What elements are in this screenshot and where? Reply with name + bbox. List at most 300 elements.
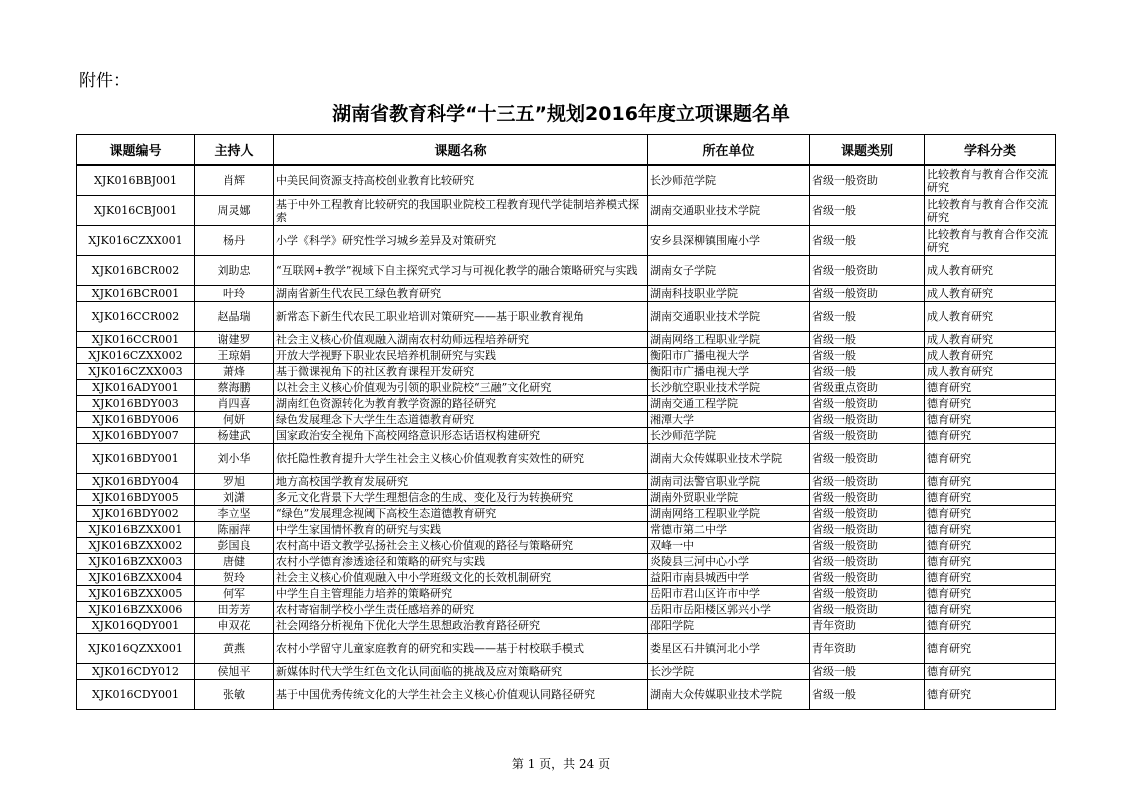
unit-cell <box>648 428 810 444</box>
project-code-cell-text: XJK016BZXX006 <box>88 603 183 616</box>
project-code-cell-text: XJK016CDY001 <box>92 688 179 701</box>
project-name-cell <box>274 412 648 428</box>
host-cell <box>195 226 274 256</box>
subject-cell <box>925 364 1056 380</box>
host-cell-text: 何军 <box>223 587 245 600</box>
project-code-cell <box>77 444 195 474</box>
project-name-cell-text: 社会网络分析视角下优化大学生思想政治教育路径研究 <box>276 619 540 632</box>
unit-cell-text: 炎陵县三河中心小学 <box>650 555 749 568</box>
unit-cell <box>648 444 810 474</box>
subject-cell-text: 德育研究 <box>927 523 971 536</box>
subject-cell <box>925 490 1056 506</box>
project-name-cell-text: 绿色发展理念下大学生生态道德教育研究 <box>276 413 474 426</box>
project-code-cell-text: XJK016BBJ001 <box>93 174 178 187</box>
project-name-cell <box>274 602 648 618</box>
project-name-cell-text: 小学《科学》研究性学习城乡差异及对策研究 <box>276 234 496 247</box>
project-name-cell <box>274 554 648 570</box>
project-code-cell <box>77 506 195 522</box>
project-code-cell <box>77 364 195 380</box>
table-row <box>77 664 1056 680</box>
project-name-cell-text: 中学生家国情怀教育的研究与实践 <box>276 523 441 536</box>
project-name-cell <box>274 618 648 634</box>
category-cell <box>810 412 925 428</box>
table-row <box>77 226 1056 256</box>
category-cell <box>810 602 925 618</box>
subject-cell-text: 德育研究 <box>927 381 971 394</box>
subject-cell-text: 德育研究 <box>927 491 971 504</box>
table-row <box>77 680 1056 710</box>
unit-cell-text: 湖南外贸职业学院 <box>650 491 738 504</box>
unit-cell <box>648 680 810 710</box>
category-cell <box>810 538 925 554</box>
category-cell <box>810 522 925 538</box>
category-cell <box>810 286 925 302</box>
subject-cell <box>925 348 1056 364</box>
project-code-cell <box>77 165 195 196</box>
host-cell <box>195 286 274 302</box>
category-cell-text: 省级一般 <box>812 688 856 701</box>
category-cell-text: 青年资助 <box>812 642 856 655</box>
unit-cell-text: 湖南大众传媒职业技术学院 <box>650 452 782 465</box>
project-name-cell-text: 农村小学留守儿童家庭教育的研究和实践——基于村校联手模式 <box>276 642 584 655</box>
project-name-cell <box>274 586 648 602</box>
subject-cell-text: 德育研究 <box>927 555 971 568</box>
category-cell-text: 青年资助 <box>812 619 856 632</box>
project-name-cell <box>274 506 648 522</box>
host-cell <box>195 165 274 196</box>
host-cell-text: 申双花 <box>217 619 251 632</box>
unit-cell <box>648 522 810 538</box>
unit-cell-text: 岳阳市君山区许市中学 <box>650 587 760 600</box>
category-cell <box>810 364 925 380</box>
host-cell-text: 肖四喜 <box>217 397 251 410</box>
project-code-cell-text: XJK016BDY004 <box>92 475 179 488</box>
table-row <box>77 396 1056 412</box>
table-row <box>77 490 1056 506</box>
project-name-cell-text: 农村小学德育渗透途径和策略的研究与实践 <box>276 555 485 568</box>
subject-cell-text: 德育研究 <box>927 429 971 442</box>
project-code-cell <box>77 428 195 444</box>
project-code-cell-text: XJK016BDY001 <box>92 452 179 465</box>
subject-cell <box>925 396 1056 412</box>
subject-cell <box>925 474 1056 490</box>
host-cell-text: 杨丹 <box>223 234 245 247</box>
project-code-cell <box>77 680 195 710</box>
table-row <box>77 522 1056 538</box>
category-cell <box>810 506 925 522</box>
project-code-cell <box>77 602 195 618</box>
project-name-cell-text: “互联网+教学”视域下自主探究式学习与可视化教学的融合策略研究与实践 <box>276 264 638 277</box>
category-cell <box>810 396 925 412</box>
subject-cell <box>925 634 1056 664</box>
category-cell <box>810 196 925 226</box>
subject-cell <box>925 586 1056 602</box>
unit-cell <box>648 332 810 348</box>
subject-cell-text: 德育研究 <box>927 452 971 465</box>
unit-cell-text: 衡阳市广播电视大学 <box>650 349 749 362</box>
project-name-cell <box>274 348 648 364</box>
subject-cell-text: 比较教育与教育合作交流研究 <box>927 197 1048 224</box>
project-name-cell <box>274 444 648 474</box>
page-footer: 第 1 页，共 24 页 <box>511 757 611 771</box>
project-name-cell-text: 社会主义核心价值观融入湖南农村幼师远程培养研究 <box>276 333 529 346</box>
category-cell-text: 省级一般资助 <box>812 429 878 442</box>
unit-cell-text: 邵阳学院 <box>650 619 694 632</box>
category-cell-text: 省级一般 <box>812 310 856 323</box>
unit-cell-text: 湖南交通职业技术学院 <box>650 310 760 323</box>
subject-cell <box>925 506 1056 522</box>
project-name-cell-text: 地方高校国学教育发展研究 <box>276 475 408 488</box>
subject-cell <box>925 380 1056 396</box>
table-row <box>77 506 1056 522</box>
header-name: 课题名称 <box>274 135 648 166</box>
category-cell-text: 省级一般资助 <box>812 174 878 187</box>
project-name-cell <box>274 428 648 444</box>
subject-cell-text: 成人教育研究 <box>927 310 993 323</box>
unit-cell <box>648 364 810 380</box>
host-cell-text: 蔡海鹏 <box>217 381 251 394</box>
host-cell <box>195 302 274 332</box>
table-row <box>77 348 1056 364</box>
subject-cell <box>925 680 1056 710</box>
project-code-cell <box>77 538 195 554</box>
header-subject: 学科分类 <box>925 135 1056 166</box>
category-cell-text: 省级一般资助 <box>812 587 878 600</box>
project-name-cell-text: 新媒体时代大学生红色文化认同面临的挑战及应对策略研究 <box>276 665 562 678</box>
project-name-cell <box>274 226 648 256</box>
project-code-cell <box>77 490 195 506</box>
host-cell-text: 杨建武 <box>217 429 251 442</box>
unit-cell <box>648 286 810 302</box>
unit-cell <box>648 664 810 680</box>
category-cell-text: 省级一般资助 <box>812 413 878 426</box>
project-code-cell <box>77 348 195 364</box>
project-name-cell-text: 以社会主义核心价值观为引领的职业院校“三融”文化研究 <box>276 381 552 394</box>
header-host: 主持人 <box>195 135 274 166</box>
table-body <box>77 165 1056 710</box>
host-cell <box>195 554 274 570</box>
project-code-cell-text: XJK016CBJ001 <box>93 204 178 217</box>
header-type: 课题类别 <box>810 135 925 166</box>
project-name-cell <box>274 364 648 380</box>
project-code-cell-text: XJK016QDY001 <box>91 619 180 632</box>
project-code-cell-text: XJK016CZXX001 <box>88 234 183 247</box>
project-code-cell <box>77 332 195 348</box>
project-name-cell-text: 新常态下新生代农民工职业培训对策研究——基于职业教育视角 <box>276 310 584 323</box>
unit-cell <box>648 538 810 554</box>
project-code-cell-text: XJK016CCR002 <box>91 310 180 323</box>
project-code-cell <box>77 196 195 226</box>
host-cell-text: 李立坚 <box>217 507 251 520</box>
unit-cell <box>648 256 810 286</box>
category-cell <box>810 428 925 444</box>
category-cell-text: 省级一般资助 <box>812 507 878 520</box>
unit-cell <box>648 586 810 602</box>
project-code-cell-text: XJK016BCR001 <box>91 287 180 300</box>
project-code-cell <box>77 634 195 664</box>
subject-cell <box>925 412 1056 428</box>
project-code-cell <box>77 412 195 428</box>
project-code-cell <box>77 302 195 332</box>
project-code-cell <box>77 554 195 570</box>
host-cell-text: 刘小华 <box>217 452 251 465</box>
category-cell <box>810 444 925 474</box>
host-cell-text: 肖辉 <box>223 174 245 187</box>
host-cell-text: 田芳芳 <box>217 603 251 616</box>
subject-cell <box>925 664 1056 680</box>
project-code-cell-text: XJK016BZXX001 <box>88 523 183 536</box>
subject-cell-text: 比较教育与教育合作交流研究 <box>927 167 1048 194</box>
unit-cell-text: 常德市第二中学 <box>650 523 727 536</box>
project-code-cell-text: XJK016BDY007 <box>92 429 179 442</box>
project-name-cell-text: 社会主义核心价值观融入中小学班级文化的长效机制研究 <box>276 571 551 584</box>
project-code-cell-text: XJK016BCR002 <box>91 264 180 277</box>
unit-cell <box>648 380 810 396</box>
project-code-cell <box>77 586 195 602</box>
subject-cell <box>925 226 1056 256</box>
unit-cell <box>648 412 810 428</box>
category-cell <box>810 664 925 680</box>
project-code-cell-text: XJK016BZXX005 <box>88 587 183 600</box>
unit-cell-text: 安乡县深柳镇围庵小学 <box>650 234 760 247</box>
host-cell-text: 唐健 <box>223 555 245 568</box>
category-cell-text: 省级一般资助 <box>812 452 878 465</box>
category-cell-text: 省级一般资助 <box>812 397 878 410</box>
category-cell <box>810 618 925 634</box>
host-cell <box>195 196 274 226</box>
category-cell <box>810 302 925 332</box>
category-cell-text: 省级一般 <box>812 204 856 217</box>
category-cell <box>810 380 925 396</box>
project-code-cell-text: XJK016BDY002 <box>92 507 179 520</box>
subject-cell-text: 成人教育研究 <box>927 349 993 362</box>
host-cell <box>195 618 274 634</box>
table-row <box>77 380 1056 396</box>
table-header-row <box>77 135 1056 166</box>
project-code-cell-text: XJK016BZXX004 <box>88 571 183 584</box>
unit-cell-text: 衡阳市广播电视大学 <box>650 365 749 378</box>
table-row <box>77 586 1056 602</box>
category-cell-text: 省级一般资助 <box>812 475 878 488</box>
category-cell <box>810 680 925 710</box>
project-code-cell <box>77 380 195 396</box>
project-code-cell-text: XJK016QZXX001 <box>88 642 183 655</box>
project-name-cell-text: 湖南红色资源转化为教育教学资源的路径研究 <box>276 397 496 410</box>
project-code-cell-text: XJK016CCR001 <box>91 333 180 346</box>
subject-cell-text: 德育研究 <box>927 475 971 488</box>
unit-cell <box>648 554 810 570</box>
host-cell <box>195 570 274 586</box>
table-row <box>77 196 1056 226</box>
project-code-cell-text: XJK016CZXX002 <box>88 349 183 362</box>
host-cell <box>195 444 274 474</box>
project-name-cell <box>274 165 648 196</box>
subject-cell <box>925 196 1056 226</box>
host-cell-text: 萧烽 <box>223 365 245 378</box>
subject-cell <box>925 602 1056 618</box>
unit-cell <box>648 506 810 522</box>
unit-cell <box>648 490 810 506</box>
category-cell-text: 省级一般资助 <box>812 287 878 300</box>
host-cell <box>195 364 274 380</box>
project-name-cell <box>274 332 648 348</box>
category-cell-text: 省级一般 <box>812 665 856 678</box>
unit-cell-text: 长沙师范学院 <box>650 429 716 442</box>
subject-cell <box>925 444 1056 474</box>
project-name-cell <box>274 302 648 332</box>
document-title: 湖南省教育科学“十三五”规划2016年度立项课题名单 <box>332 103 790 125</box>
category-cell-text: 省级一般资助 <box>812 523 878 536</box>
project-name-cell-text: 基于微课视角下的社区教育课程开发研究 <box>276 365 474 378</box>
host-cell-text: 刘助忠 <box>217 264 251 277</box>
category-cell <box>810 570 925 586</box>
host-cell <box>195 256 274 286</box>
subject-cell-text: 德育研究 <box>927 603 971 616</box>
host-cell <box>195 680 274 710</box>
category-cell-text: 省级一般 <box>812 234 856 247</box>
project-code-cell <box>77 256 195 286</box>
category-cell <box>810 332 925 348</box>
project-table <box>76 134 1056 710</box>
subject-cell-text: 成人教育研究 <box>927 333 993 346</box>
project-name-cell-text: 基于中国优秀传统文化的大学生社会主义核心价值观认同路径研究 <box>276 688 595 701</box>
category-cell <box>810 554 925 570</box>
host-cell <box>195 332 274 348</box>
subject-cell-text: 德育研究 <box>927 619 971 632</box>
unit-cell <box>648 226 810 256</box>
subject-cell-text: 德育研究 <box>927 571 971 584</box>
unit-cell-text: 娄星区石井镇河北小学 <box>650 642 760 655</box>
unit-cell <box>648 396 810 412</box>
header-code: 课题编号 <box>77 135 195 166</box>
unit-cell <box>648 348 810 364</box>
subject-cell-text: 成人教育研究 <box>927 365 993 378</box>
table-row <box>77 474 1056 490</box>
subject-cell <box>925 618 1056 634</box>
host-cell-text: 周灵娜 <box>217 204 251 217</box>
subject-cell <box>925 522 1056 538</box>
unit-cell-text: 岳阳市岳阳楼区郭兴小学 <box>650 603 771 616</box>
host-cell <box>195 602 274 618</box>
category-cell <box>810 474 925 490</box>
subject-cell <box>925 332 1056 348</box>
unit-cell-text: 湖南大众传媒职业技术学院 <box>650 688 782 701</box>
category-cell <box>810 256 925 286</box>
category-cell-text: 省级一般资助 <box>812 491 878 504</box>
project-code-cell-text: XJK016CZXX003 <box>88 365 183 378</box>
unit-cell-text: 湖南交通职业技术学院 <box>650 204 760 217</box>
category-cell <box>810 586 925 602</box>
subject-cell-text: 德育研究 <box>927 665 971 678</box>
table-row <box>77 302 1056 332</box>
unit-cell-text: 长沙学院 <box>650 665 694 678</box>
project-name-cell-text: 农村寄宿制学校小学生责任感培养的研究 <box>276 603 474 616</box>
category-cell-text: 省级一般 <box>812 365 856 378</box>
project-name-cell <box>274 196 648 226</box>
project-name-cell <box>274 396 648 412</box>
category-cell <box>810 165 925 196</box>
unit-cell-text: 长沙航空职业技术学院 <box>650 381 760 394</box>
host-cell <box>195 506 274 522</box>
table-row <box>77 332 1056 348</box>
subject-cell-text: 德育研究 <box>927 587 971 600</box>
project-name-cell-text: 国家政治安全视角下高校网络意识形态话语权构建研究 <box>276 429 540 442</box>
subject-cell-text: 德育研究 <box>927 397 971 410</box>
unit-cell <box>648 602 810 618</box>
unit-cell <box>648 302 810 332</box>
project-code-cell-text: XJK016BDY006 <box>92 413 179 426</box>
project-name-cell <box>274 664 648 680</box>
project-code-cell <box>77 474 195 490</box>
category-cell <box>810 348 925 364</box>
table-row <box>77 165 1056 196</box>
project-code-cell-text: XJK016ADY001 <box>92 381 179 394</box>
unit-cell-text: 双峰一中 <box>650 539 694 552</box>
unit-cell-text: 长沙师范学院 <box>650 174 716 187</box>
unit-cell-text: 湖南交通工程学院 <box>650 397 738 410</box>
table-row <box>77 286 1056 302</box>
host-cell-text: 叶玲 <box>223 287 245 300</box>
project-code-cell <box>77 570 195 586</box>
unit-cell-text: 湘潭大学 <box>650 413 694 426</box>
unit-cell <box>648 634 810 664</box>
unit-cell <box>648 618 810 634</box>
project-code-cell-text: XJK016CDY012 <box>92 665 179 678</box>
host-cell <box>195 380 274 396</box>
unit-cell <box>648 570 810 586</box>
host-cell <box>195 586 274 602</box>
host-cell-text: 罗旭 <box>223 475 245 488</box>
project-name-cell-text: 农村高中语文教学弘扬社会主义核心价值观的路径与策略研究 <box>276 539 573 552</box>
project-name-cell-text: “绿色”发展理念视阈下高校生态道德教育研究 <box>276 507 497 520</box>
subject-cell-text: 德育研究 <box>927 688 971 701</box>
project-code-cell <box>77 664 195 680</box>
table-row <box>77 602 1056 618</box>
project-name-cell-text: 开放大学视野下职业农民培养机制研究与实践 <box>276 349 496 362</box>
host-cell-text: 谢建罗 <box>217 333 251 346</box>
category-cell-text: 省级重点资助 <box>812 381 878 394</box>
project-name-cell <box>274 538 648 554</box>
category-cell-text: 省级一般资助 <box>812 555 878 568</box>
host-cell-text: 何妍 <box>223 413 245 426</box>
project-code-cell-text: XJK016BDY005 <box>92 491 179 504</box>
host-cell-text: 刘潇 <box>223 491 245 504</box>
subject-cell <box>925 554 1056 570</box>
project-name-cell <box>274 256 648 286</box>
host-cell-text: 侯旭平 <box>217 665 251 678</box>
project-code-cell <box>77 286 195 302</box>
subject-cell <box>925 286 1056 302</box>
subject-cell-text: 比较教育与教育合作交流研究 <box>927 227 1048 254</box>
table-row <box>77 412 1056 428</box>
project-name-cell <box>274 634 648 664</box>
subject-cell <box>925 428 1056 444</box>
host-cell <box>195 396 274 412</box>
project-code-cell-text: XJK016BZXX002 <box>88 539 183 552</box>
host-cell-text: 彭国良 <box>217 539 251 552</box>
category-cell-text: 省级一般资助 <box>812 539 878 552</box>
host-cell-text: 贺玲 <box>223 571 245 584</box>
project-name-cell-text: 基于中外工程教育比较研究的我国职业院校工程教育现代学徒制培养模式探索 <box>276 197 639 224</box>
host-cell-text: 王琼娟 <box>217 349 251 362</box>
host-cell-text: 黄燕 <box>223 642 245 655</box>
category-cell <box>810 634 925 664</box>
subject-cell-text: 成人教育研究 <box>927 264 993 277</box>
host-cell <box>195 664 274 680</box>
subject-cell <box>925 256 1056 286</box>
host-cell-text: 张敏 <box>223 688 245 701</box>
subject-cell-text: 德育研究 <box>927 642 971 655</box>
